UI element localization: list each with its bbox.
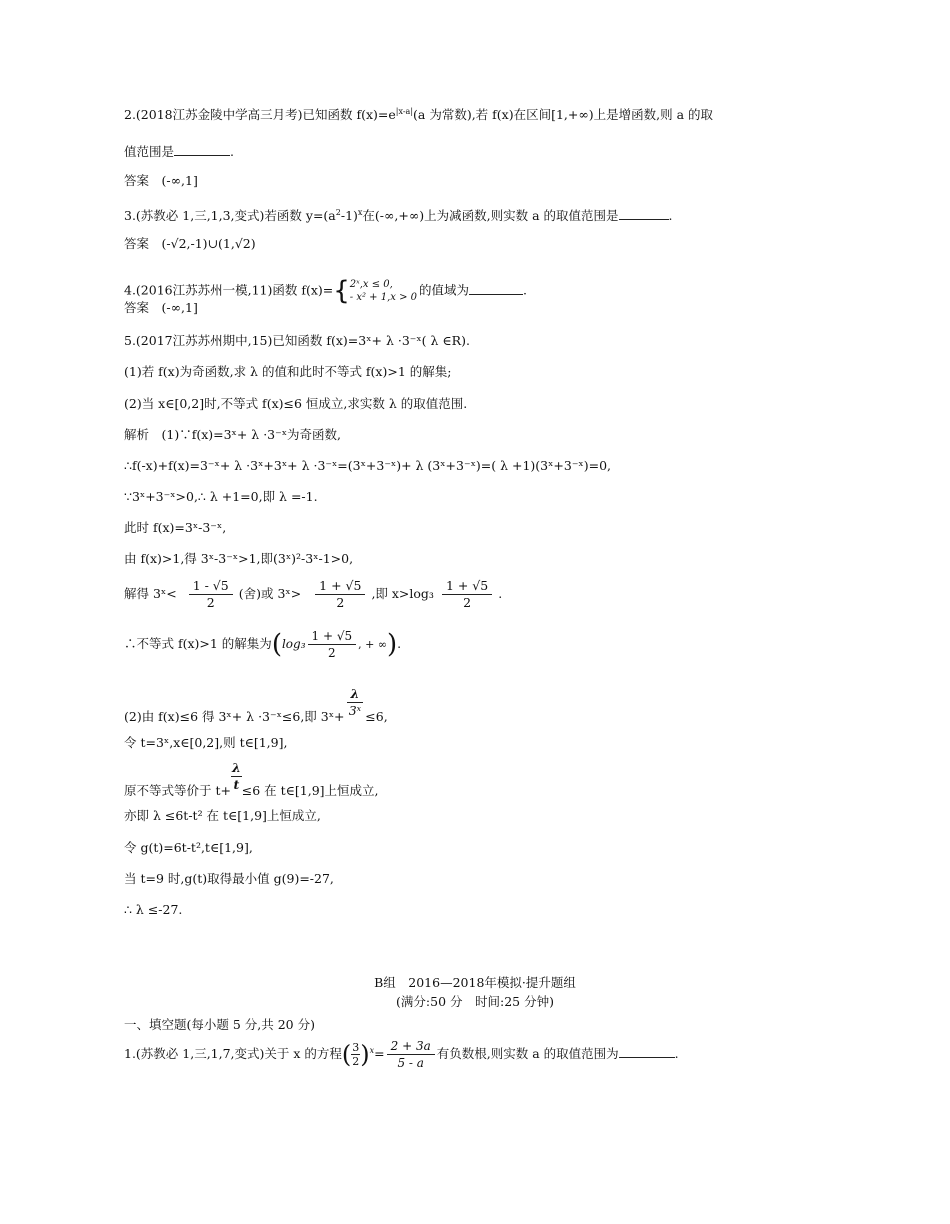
- q5-sol-10: [124, 760, 379, 800]
- fraction-numerator: 3: [352, 1041, 360, 1054]
- q5-s7-a: ∴不等式 f(x)>1 的解集为: [124, 636, 272, 651]
- q5-s6-b: (舍)或 3ˣ>: [238, 586, 302, 601]
- q3-sup2: x: [357, 208, 363, 217]
- q3-sup: 2: [335, 208, 341, 217]
- q5-sol-8: [124, 686, 388, 726]
- q5-sol-6: [124, 578, 502, 611]
- q5-s10-b: ≤6 在 t∈[1,9]上恒成立,: [241, 783, 379, 798]
- fraction: [315, 578, 365, 611]
- q2-line1: [124, 104, 713, 123]
- fraction: [387, 1038, 435, 1071]
- q5-s6-d: .: [498, 586, 503, 601]
- group-b-subheading: (满分:50 分 时间:25 分钟): [396, 994, 554, 1009]
- q2-exp: |x-a|: [395, 107, 414, 116]
- fraction-denominator: 2: [463, 595, 472, 610]
- q3-answer: 答案 (-√2,-1)∪(1,√2): [124, 236, 256, 251]
- fraction: [231, 760, 242, 793]
- q2-line2: [124, 143, 234, 160]
- b-q1-text-b: 有负数根,则实数 a 的取值范围为: [436, 1046, 619, 1061]
- q2-text-b: (a 为常数),若 f(x)在区间[1,+∞)上是增函数,则 a 的取: [413, 107, 714, 122]
- group-b-heading: B组 2016—2018年模拟·提升题组: [374, 975, 576, 990]
- fraction-denominator: t: [233, 777, 240, 792]
- fraction-denominator: 2: [352, 1055, 360, 1068]
- q3-text-a: 3.(苏教必 1,三,1,3,变式)若函数 y=(a: [124, 208, 336, 223]
- answer-blank: [619, 1045, 675, 1058]
- q5-s7-period: .: [397, 636, 402, 651]
- fraction-denominator: 2: [206, 595, 215, 610]
- q4-cases: [350, 278, 417, 304]
- q5-s8-a: (2)由 f(x)≤6 得 3ˣ+ λ ·3⁻ˣ≤6,即 3ˣ+: [124, 709, 345, 724]
- answer-blank: [174, 143, 230, 156]
- fraction: [347, 686, 364, 719]
- q4-text-b: 的值域为: [419, 282, 470, 298]
- answer-blank: [619, 207, 669, 220]
- q3-text-b: -1): [340, 208, 358, 223]
- q5-sol-9: 令 t=3ˣ,x∈[0,2],则 t∈[1,9],: [124, 735, 288, 750]
- fraction-numerator: 1 + √5: [442, 578, 492, 595]
- q4-case2: - x² + 1,x > 0: [349, 292, 418, 303]
- q4-answer: 答案 (-∞,1]: [124, 300, 198, 315]
- exponent: x: [369, 1046, 375, 1055]
- q5-s6-a: 解得 3ˣ<: [124, 586, 177, 601]
- q5-s6-c: ,即 x>log₃: [371, 586, 434, 601]
- fraction-numerator: 1 - √5: [189, 578, 233, 595]
- left-paren: (: [271, 629, 282, 660]
- q5-sol-2: ∴f(-x)+f(x)=3⁻ˣ+ λ ·3ˣ+3ˣ+ λ ·3⁻ˣ=(3ˣ+3⁻ˣ)+ λ (3ˣ+3⁻ˣ)=( λ +1)(3ˣ+3⁻ˣ)=0,: [124, 458, 612, 473]
- fraction-numerator: λ: [231, 760, 241, 775]
- b-q1-line: [124, 1038, 679, 1071]
- fraction-numerator: λ: [347, 686, 364, 703]
- q5-sol-14: ∴ λ ≤-27.: [124, 902, 183, 917]
- q5-title: 5.(2017江苏苏州期中,15)已知函数 f(x)=3ˣ+ λ ·3⁻ˣ( λ ∈R).: [124, 333, 470, 348]
- q5-s7-tail: , + ∞: [358, 638, 388, 651]
- q5-s10-a: 原不等式等价于 t+: [124, 783, 231, 798]
- q5-sol-7: [124, 628, 401, 661]
- answer-blank: [469, 282, 523, 295]
- fraction-denominator: 3ˣ: [348, 703, 362, 718]
- q4-case1: 2ˣ,x ≤ 0,: [349, 279, 393, 290]
- q5-part2: (2)当 x∈[0,2]时,不等式 f(x)≤6 恒成立,求实数 λ 的取值范围.: [124, 396, 468, 411]
- fraction-numerator: 1 + √5: [315, 578, 365, 595]
- q2-text-a: 2.(2018江苏金陵中学高三月考)已知函数 f(x)=e: [124, 107, 396, 122]
- q5-part1: (1)若 f(x)为奇函数,求 λ 的值和此时不等式 f(x)>1 的解集;: [124, 364, 452, 379]
- fraction-denominator: 2: [328, 646, 336, 660]
- q5-sol-1: 解析 (1)∵f(x)=3ˣ+ λ ·3⁻ˣ为奇函数,: [124, 427, 341, 442]
- q5-sol-3: ∵3ˣ+3⁻ˣ>0,∴ λ +1=0,即 λ =-1.: [124, 489, 318, 504]
- left-paren: (: [341, 1040, 352, 1069]
- q5-sol-4: 此时 f(x)=3ˣ-3⁻ˣ,: [124, 520, 227, 535]
- fraction: [308, 628, 357, 661]
- q5-s7-log: log₃: [281, 637, 306, 651]
- q4-text-a: 4.(2016江苏苏州一模,11)函数 f(x)=: [124, 282, 334, 298]
- fraction: [189, 578, 233, 611]
- fraction-denominator: 2: [336, 595, 345, 610]
- q3-text-c: 在(-∞,+∞)上为减函数,则实数 a 的取值范围是: [362, 208, 619, 223]
- fraction: [351, 1041, 360, 1068]
- b-q1-text-a: 1.(苏教必 1,三,1,7,变式)关于 x 的方程: [124, 1046, 342, 1061]
- q5-s8-b: ≤6,: [365, 709, 388, 724]
- section-heading: 一、填空题(每小题 5 分,共 20 分): [124, 1017, 315, 1032]
- fraction: [442, 578, 492, 611]
- q2-period: .: [230, 144, 234, 159]
- q4-period: .: [523, 282, 528, 298]
- right-paren: ): [387, 629, 398, 660]
- right-paren: ): [360, 1040, 370, 1069]
- fraction-numerator: 1 + √5: [308, 628, 357, 645]
- b-q1-period: .: [674, 1046, 679, 1061]
- fraction-denominator: 5 - a: [397, 1056, 424, 1070]
- q5-sol-12: 令 g(t)=6t-t²,t∈[1,9],: [124, 840, 253, 855]
- q3-period: .: [668, 208, 673, 223]
- q5-sol-11: 亦即 λ ≤6t-t² 在 t∈[1,9]上恒成立,: [124, 808, 321, 823]
- left-brace: {: [333, 276, 350, 306]
- q2-line2-text: 值范围是: [124, 144, 175, 159]
- q5-sol-13: 当 t=9 时,g(t)取得最小值 g(9)=-27,: [124, 871, 334, 886]
- q2-answer: 答案 (-∞,1]: [124, 173, 198, 188]
- q5-sol-5: 由 f(x)>1,得 3ˣ-3⁻ˣ>1,即(3ˣ)²-3ˣ-1>0,: [124, 551, 354, 566]
- q3-line: [124, 205, 673, 224]
- equals-sign: =: [374, 1046, 385, 1061]
- fraction-numerator: 2 + 3a: [387, 1038, 435, 1055]
